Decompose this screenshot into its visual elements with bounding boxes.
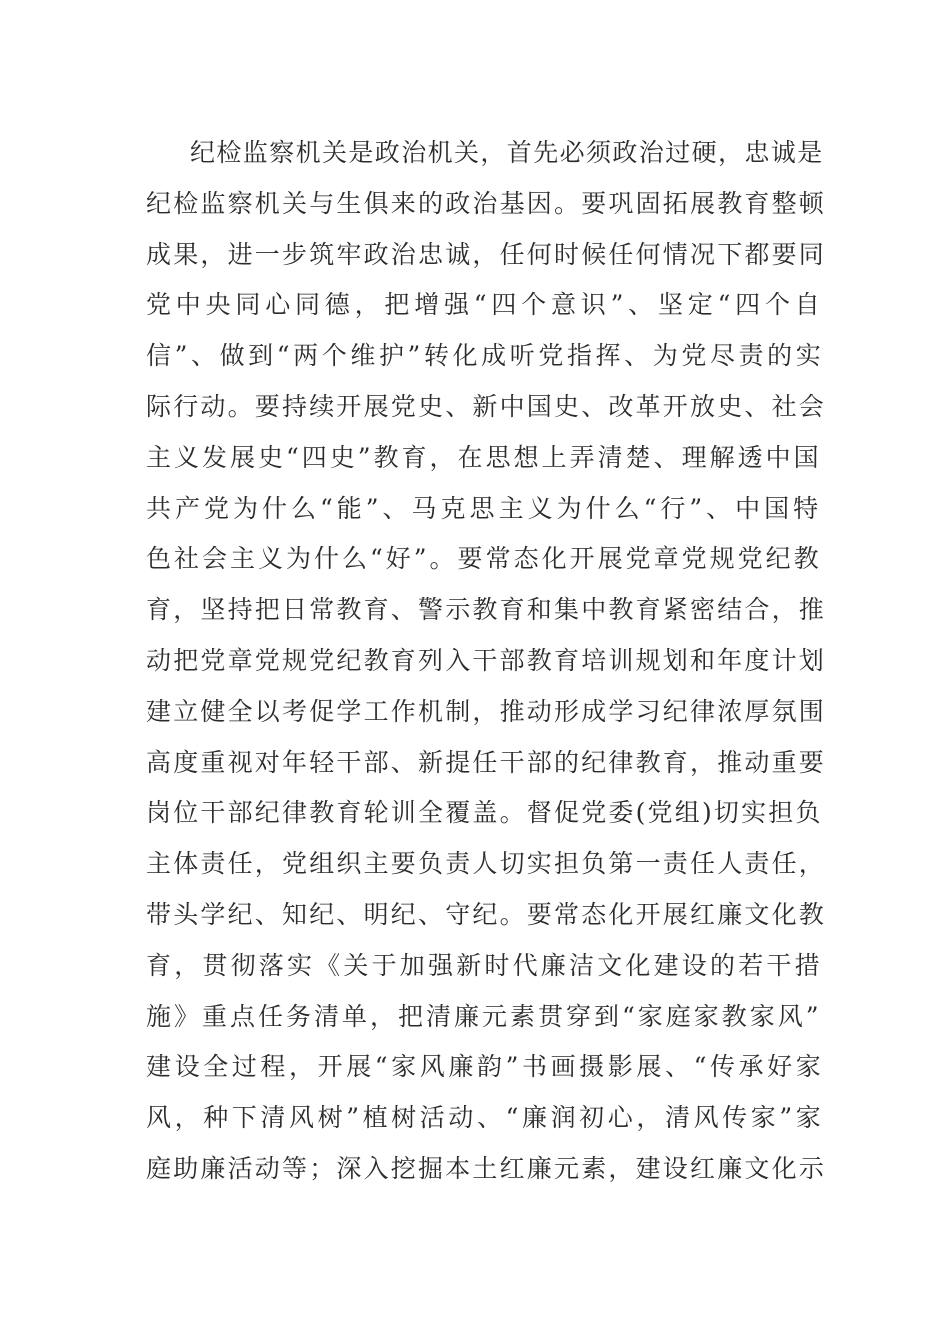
text-line: 纪检监察机关与生俱来的政治基因。要巩固拓展教育整顿	[146, 188, 827, 218]
text-line: 育，贯彻落实《关于加强新时代廉洁文化建设的若干措	[146, 950, 823, 980]
text-line: 成果，进一步筑牢政治忠诚，任何时候任何情况下都要同	[146, 239, 827, 269]
text-line: 育，坚持把日常教育、警示教育和集中教育紧密结合，推	[146, 595, 827, 625]
text-line: 主体责任，党组织主要负责人切实担负第一责任人责任，	[146, 849, 827, 879]
body-paragraph	[146, 128, 826, 1195]
text-line: 风，种下清风树”植树活动、“廉润初心，清风传家”家	[146, 1103, 825, 1133]
text-line: 带头学纪、知纪、明纪、守纪。要常态化开展红廉文化教	[146, 899, 827, 929]
text-line: 岗位干部纪律教育轮训全覆盖。督促党委(党组)切实担负	[146, 798, 823, 828]
text-line: 动把党章党规党纪教育列入干部教育培训规划和年度计划	[146, 645, 827, 675]
text-line: 党中央同心同德，把增强“四个意识”、坚定“四个自	[146, 290, 825, 320]
text-line: 际行动。要持续开展党史、新中国史、改革开放史、社会	[146, 391, 827, 421]
text-line: 色社会主义为什么“好”。要常态化开展党章党规党纪教	[146, 544, 822, 574]
text-line: 庭助廉活动等；深入挖掘本土红廉元素，建设红廉文化示	[146, 1153, 827, 1183]
text-line: 建设全过程，开展“家风廉韵”书画摄影展、“传承好家	[146, 1052, 825, 1082]
text-line: 高度重视对年轻干部、新提任干部的纪律教育，推动重要	[146, 747, 827, 777]
text-line: 纪检监察机关是政治机关，首先必须政治过硬，忠诚是	[190, 138, 824, 167]
text-line: 建立健全以考促学工作机制，推动形成学习纪律浓厚氛围	[146, 696, 827, 726]
text-line: 施》重点任务清单，把清廉元素贯穿到“家庭家教家风”	[146, 1001, 822, 1031]
text-line: 主义发展史“四史”教育，在思想上弄清楚、理解透中国	[146, 442, 822, 472]
text-line: 共产党为什么“能”、马克思主义为什么“行”、中国特	[146, 493, 823, 523]
text-line: 信”、做到“两个维护”转化成听党指挥、为党尽责的实	[146, 341, 825, 371]
